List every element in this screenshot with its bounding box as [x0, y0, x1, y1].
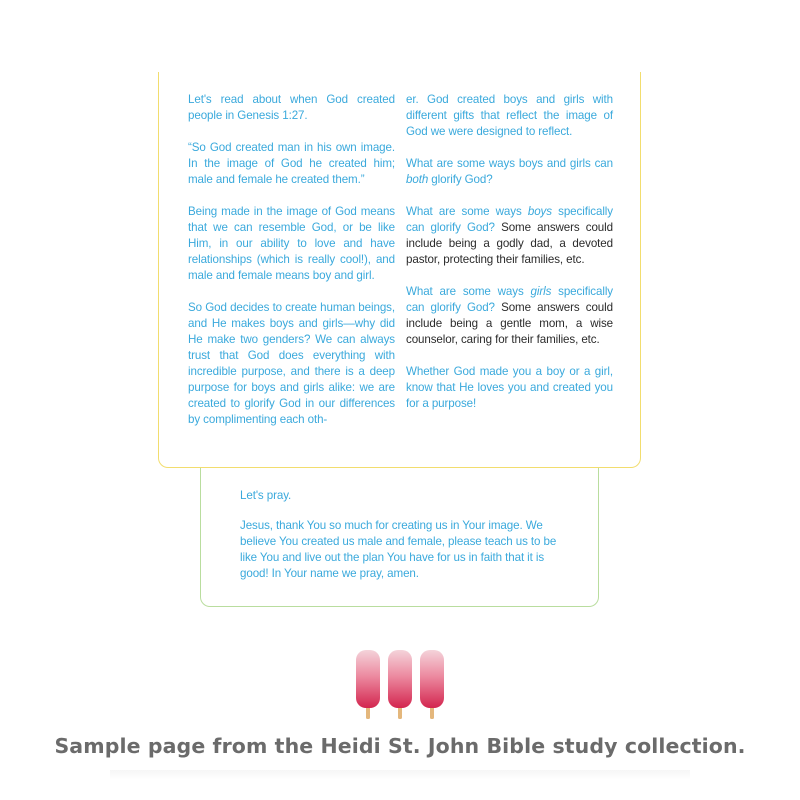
- popsicles-illustration: [352, 648, 448, 720]
- lesson-text-run: girls: [530, 285, 552, 298]
- lesson-paragraph: [188, 92, 395, 124]
- lesson-text-run: boys: [527, 205, 552, 218]
- lesson-text-run: What are some ways boys and girls can: [406, 157, 613, 170]
- lesson-text-run: Let's read about when God created people in Genesis 1:27.: [188, 93, 395, 122]
- lesson-text-run: “So God created man in his own image. In the image of God he created him; male and female he created them.”: [188, 141, 395, 186]
- lesson-paragraph: [406, 92, 613, 140]
- lesson-text-run: specifically can glorify God?: [406, 205, 613, 234]
- lesson-text-run: er. God created boys and girls with different gifts that reflect the image of God we were designed to reflect.: [406, 93, 613, 138]
- caption: Sample page from the Heidi St. John Bible study collection.: [54, 734, 746, 758]
- prayer-card: [200, 468, 599, 607]
- popsicle-icon: [420, 650, 444, 719]
- popsicle-icon: [356, 650, 380, 719]
- lesson-paragraph: [406, 156, 613, 188]
- lesson-paragraph: [406, 204, 613, 268]
- lesson-text-run: Being made in the image of God means that we can resemble God, or be like Him, in our ability to love and have relationships (which is really cool!), and male and female means boy and girl.: [188, 205, 395, 282]
- lesson-text-run: Some answers could include being a godly dad, a devoted pastor, protecting their families, etc.: [406, 221, 613, 266]
- lesson-paragraph: [188, 204, 395, 284]
- lesson-text-run: specifically can glorify God?: [406, 285, 613, 314]
- prayer-text: Jesus, thank You so much for creating us in Your image. We believe You created us male and female, please teach us to be like You and live out the plan You have for us in faith that it is good! In Your name we pray, amen.: [240, 519, 557, 580]
- lesson-text-run: both: [406, 173, 429, 186]
- lesson-paragraph: [188, 300, 395, 428]
- footer-strip: [110, 770, 690, 780]
- lesson-card: [158, 72, 641, 468]
- prayer-heading: Let's pray.: [240, 489, 292, 502]
- lesson-right-column: [406, 92, 613, 428]
- lesson-paragraph: [188, 140, 395, 188]
- lesson-paragraph: [406, 364, 613, 412]
- lesson-paragraph: [406, 284, 613, 348]
- lesson-text-run: So God decides to create human beings, and He makes boys and girls—why did He make two genders? We can always trust that God does everything with incredible purpose, and there is a deep purpose for boys and girls alike: we are created to glorify God in our differences by complimenting each oth-: [188, 301, 395, 426]
- lesson-text-run: What are some ways: [406, 205, 528, 218]
- lesson-text-run: Some answers could include being a gentle mom, a wise counselor, caring for their families, etc.: [406, 301, 613, 346]
- lesson-text-run: Whether God made you a boy or a girl, know that He loves you and created you for a purpose!: [406, 365, 613, 410]
- lesson-text-run: What are some ways: [406, 285, 531, 298]
- popsicle-icon: [388, 650, 412, 719]
- lesson-text-run: glorify God?: [428, 173, 493, 186]
- lesson-left-column: [188, 92, 395, 444]
